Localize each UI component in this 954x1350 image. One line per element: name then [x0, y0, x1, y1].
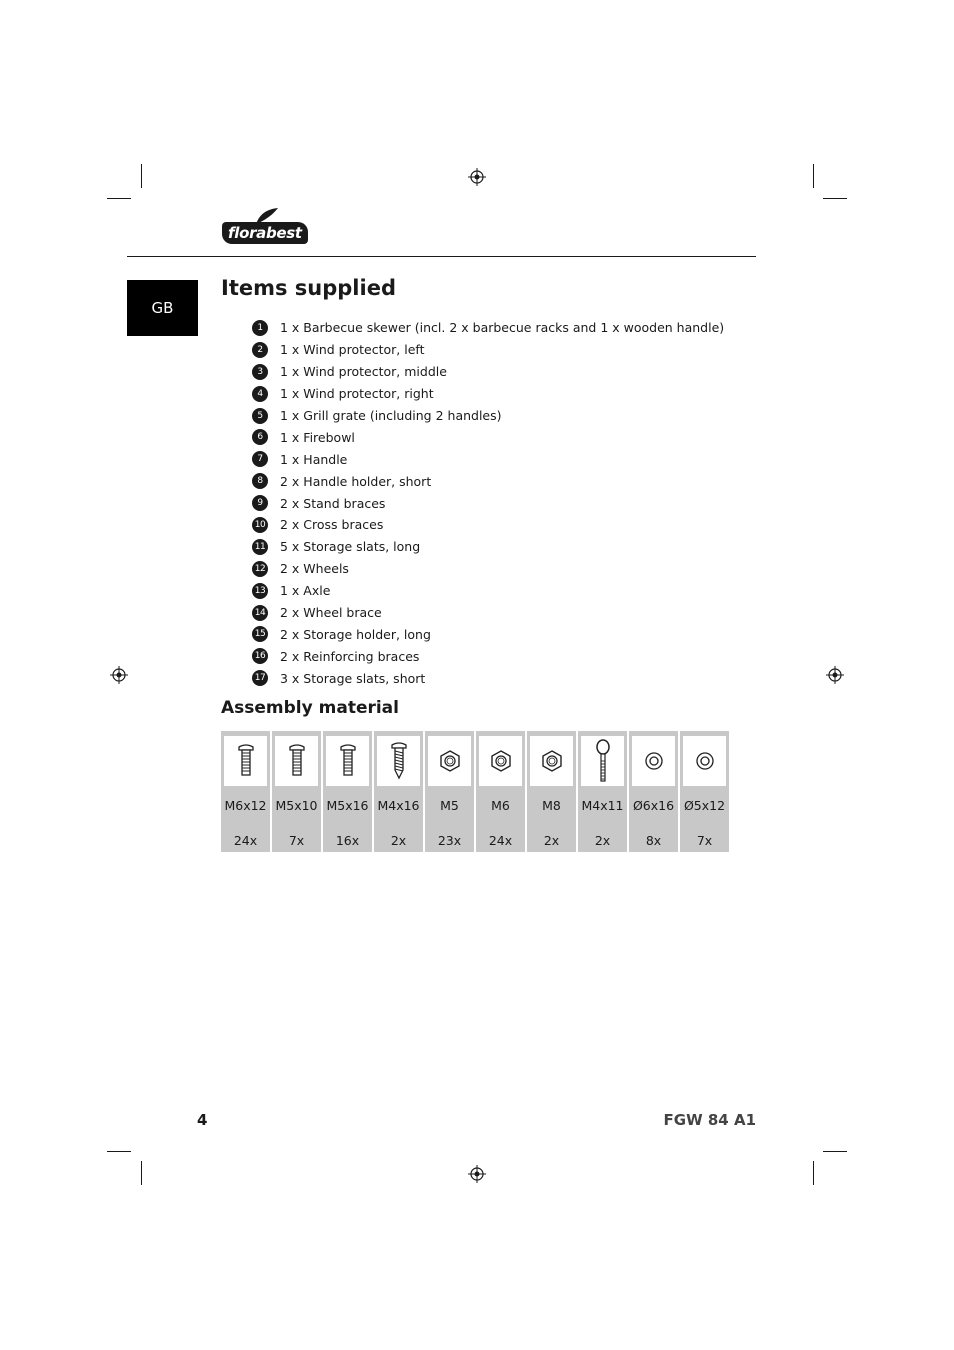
list-item [252, 580, 724, 602]
registration-mark-icon [468, 168, 486, 186]
material-size: M5x10 [275, 798, 318, 813]
material-quantity: 8x [645, 833, 662, 848]
material-quantity: 2x [390, 833, 407, 848]
material-column [527, 731, 576, 852]
list-item [252, 383, 724, 405]
language-tab: GB [127, 280, 198, 336]
brand-logo [220, 207, 306, 245]
list-item [252, 602, 724, 624]
material-size: M8 [542, 798, 561, 813]
item-text: 1 x Handle [280, 451, 348, 467]
list-item [252, 623, 724, 645]
material-quantity: 24x [233, 833, 258, 848]
item-number-badge: 15 [252, 626, 268, 642]
item-number-badge: 4 [252, 386, 268, 402]
material-column [374, 731, 423, 852]
material-column [476, 731, 525, 852]
item-number-badge: 8 [252, 473, 268, 489]
list-item [252, 536, 724, 558]
crop-mark [823, 1151, 847, 1152]
screw-icon [326, 736, 369, 786]
item-number-badge: 6 [252, 429, 268, 445]
list-item [252, 426, 724, 448]
item-text: 1 x Wind protector, left [280, 342, 425, 358]
material-quantity: 2x [594, 833, 611, 848]
material-quantity: 23x [437, 833, 462, 848]
page-title: Items supplied [221, 276, 396, 300]
list-item [252, 514, 724, 536]
list-item [252, 492, 724, 514]
material-size: Ø6x16 [632, 798, 675, 813]
items-list [252, 317, 724, 689]
material-column [629, 731, 678, 852]
item-number-badge: 17 [252, 670, 268, 686]
item-number-badge: 5 [252, 408, 268, 424]
material-size: M6 [491, 798, 510, 813]
washer-icon [632, 736, 675, 786]
item-number-badge: 3 [252, 364, 268, 380]
material-size: M5x16 [326, 798, 369, 813]
item-text: 2 x Storage holder, long [280, 626, 431, 642]
material-size: M4x16 [377, 798, 420, 813]
list-item [252, 405, 724, 427]
item-number-badge: 7 [252, 451, 268, 467]
item-text: 5 x Storage slats, long [280, 539, 421, 555]
item-number-badge: 16 [252, 648, 268, 664]
item-text: 2 x Wheel brace [280, 605, 382, 621]
model-number: FGW 84 A1 [663, 1111, 756, 1129]
washer-icon [683, 736, 726, 786]
eye-bolt-icon [581, 736, 624, 786]
item-number-badge: 2 [252, 342, 268, 358]
screw-icon [275, 736, 318, 786]
crop-mark [107, 198, 131, 199]
list-item [252, 317, 724, 339]
item-text: 2 x Cross braces [280, 517, 384, 533]
crop-mark [823, 198, 847, 199]
list-item [252, 339, 724, 361]
item-text: 2 x Wheels [280, 561, 349, 577]
item-text: 1 x Firebowl [280, 429, 355, 445]
item-text: 1 x Barbecue skewer (incl. 2 x barbecue racks and 1 x wooden handle) [280, 320, 725, 336]
material-column [221, 731, 270, 852]
crop-mark [813, 164, 814, 188]
crop-mark [141, 1161, 142, 1185]
nut-icon [428, 736, 471, 786]
material-quantity: 24x [488, 833, 513, 848]
crop-mark [813, 1161, 814, 1185]
header-divider [127, 256, 756, 257]
item-text: 1 x Wind protector, middle [280, 364, 447, 380]
list-item [252, 558, 724, 580]
item-number-badge: 14 [252, 605, 268, 621]
item-number-badge: 10 [252, 517, 268, 533]
material-column [578, 731, 627, 852]
registration-mark-icon [826, 666, 844, 684]
material-quantity: 7x [696, 833, 713, 848]
item-text: 2 x Handle holder, short [280, 473, 432, 489]
assembly-material-table [221, 731, 729, 852]
material-quantity: 16x [335, 833, 360, 848]
item-text: 1 x Grill grate (including 2 handles) [280, 408, 502, 423]
item-number-badge: 13 [252, 583, 268, 599]
list-item [252, 645, 724, 667]
item-number-badge: 11 [252, 539, 268, 555]
material-size: M5 [440, 798, 459, 813]
item-text: 1 x Axle [280, 583, 331, 599]
material-size: M6x12 [224, 798, 267, 813]
item-number-badge: 1 [252, 320, 268, 336]
registration-mark-icon [110, 666, 128, 684]
list-item [252, 667, 724, 689]
list-item [252, 361, 724, 383]
item-number-badge: 9 [252, 495, 268, 511]
material-column [425, 731, 474, 852]
material-quantity: 2x [543, 833, 560, 848]
section-title: Assembly material [221, 698, 399, 718]
item-text: 3 x Storage slats, short [280, 670, 426, 686]
material-size: Ø5x12 [683, 798, 726, 813]
material-size: M4x11 [581, 798, 624, 813]
screw-icon [224, 736, 267, 786]
material-column [272, 731, 321, 852]
item-number-badge: 12 [252, 561, 268, 577]
item-text: 2 x Reinforcing braces [280, 648, 420, 664]
registration-mark-icon [468, 1165, 486, 1183]
logo-wordmark: florabest [222, 222, 308, 244]
crop-mark [107, 1151, 131, 1152]
material-column [680, 731, 729, 852]
item-text: 2 x Stand braces [280, 495, 386, 511]
list-item [252, 470, 724, 492]
material-quantity: 7x [288, 833, 305, 848]
wood-screw-icon [377, 736, 420, 786]
material-column [323, 731, 372, 852]
item-text: 1 x Wind protector, right [280, 386, 434, 402]
page-number: 4 [197, 1111, 208, 1129]
list-item [252, 448, 724, 470]
nut-icon [530, 736, 573, 786]
crop-mark [141, 164, 142, 188]
nut-icon [479, 736, 522, 786]
